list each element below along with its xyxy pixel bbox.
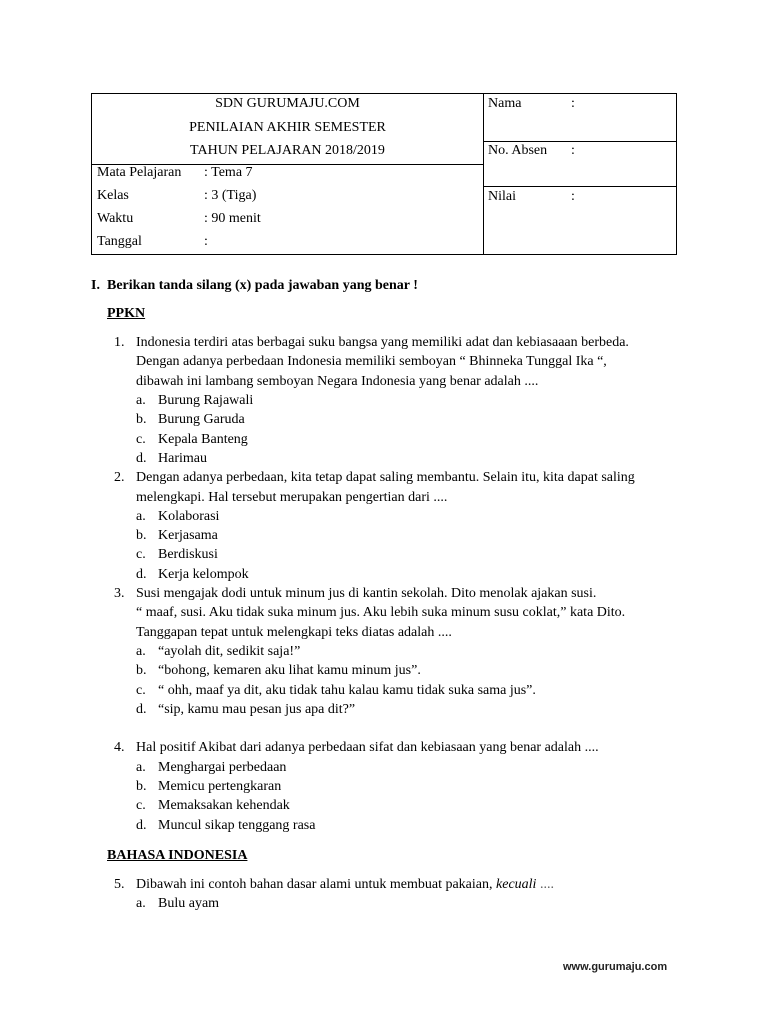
info-label: Kelas	[97, 188, 129, 203]
section-text: Berikan tanda silang (x) pada jawaban yang benar !	[107, 278, 418, 293]
subject-heading-bahasa: BAHASA INDONESIA	[107, 848, 248, 863]
option-text[interactable]: “ayolah dit, sedikit saja!”	[158, 644, 301, 659]
option-letter: a.	[136, 393, 146, 408]
info-label: Mata Pelajaran	[97, 165, 182, 180]
option-text[interactable]: Harimau	[158, 451, 207, 466]
option-text[interactable]: Burung Garuda	[158, 412, 245, 427]
option-text[interactable]: Menghargai perbedaan	[158, 760, 287, 775]
info-value: :	[204, 234, 208, 249]
question-text: Dengan adanya perbedaan Indonesia memiliki semboyan “ Bhinneka Tunggal Ika “,	[136, 354, 607, 369]
option-letter: b.	[136, 779, 147, 794]
option-letter: b.	[136, 663, 147, 678]
option-letter: d.	[136, 451, 147, 466]
field-label: No. Absen	[488, 143, 548, 158]
question-number: 2.	[114, 470, 125, 485]
option-letter: a.	[136, 760, 146, 775]
option-letter: d.	[136, 818, 147, 833]
option-letter: b.	[136, 412, 147, 427]
field-colon: :	[571, 189, 575, 204]
option-letter: a.	[136, 644, 146, 659]
option-text[interactable]: “ ohh, maaf ya dit, aku tidak tahu kalau kamu tidak suka sama jus”.	[158, 683, 536, 698]
option-text[interactable]: Burung Rajawali	[158, 393, 254, 408]
option-letter: d.	[136, 702, 147, 717]
option-letter: c.	[136, 432, 146, 447]
section-instruction	[91, 277, 418, 295]
footer-website[interactable]: www.gurumaju.com	[563, 961, 668, 973]
option-text[interactable]: Muncul sikap tenggang rasa	[158, 818, 316, 833]
option-text[interactable]: Memicu pertengkaran	[158, 779, 282, 794]
option-letter: b.	[136, 528, 147, 543]
section-number: I.	[91, 278, 100, 293]
option-text[interactable]: Bulu ayam	[158, 896, 220, 911]
question-text: Dengan adanya perbedaan, kita tetap dapat saling membantu. Selain itu, kita dapat saling	[136, 470, 635, 485]
question-number: 5.	[114, 877, 125, 892]
question-text	[136, 876, 554, 894]
option-text[interactable]: Kepala Banteng	[158, 432, 248, 447]
question-text: Indonesia terdiri atas berbagai suku bangsa yang memiliki adat dan kebiasaaan berbeda.	[136, 335, 629, 350]
question-number: 3.	[114, 586, 125, 601]
exam-name: PENILAIAN AKHIR SEMESTER	[189, 120, 386, 135]
option-text[interactable]: Memaksakan kehendak	[158, 798, 290, 813]
option-text[interactable]: Kerja kelompok	[158, 567, 249, 582]
field-absen[interactable]	[484, 142, 676, 187]
info-subject	[97, 164, 253, 182]
question-text-part: ....	[536, 877, 554, 892]
header-table	[91, 93, 677, 255]
option-text[interactable]: Kerjasama	[158, 528, 218, 543]
question-number: 4.	[114, 740, 125, 755]
header-title-block	[92, 94, 483, 165]
question-text: dibawah ini lambang semboyan Negara Indonesia yang benar adalah ....	[136, 374, 539, 389]
field-colon: :	[571, 143, 575, 158]
field-label: Nilai	[488, 189, 516, 204]
info-value: : 90 menit	[204, 211, 261, 226]
field-score[interactable]	[484, 187, 676, 254]
option-letter: c.	[136, 798, 146, 813]
question-text: “ maaf, susi. Aku tidak suka minum jus. Aku lebih suka minum susu coklat,” kata Dito.	[136, 605, 626, 620]
question-text: Tanggapan tepat untuk melengkapi teks diatas adalah ....	[136, 625, 452, 640]
info-date	[97, 233, 208, 251]
info-value: : Tema 7	[204, 165, 253, 180]
school-name: SDN GURUMAJU.COM	[215, 96, 360, 111]
option-text[interactable]: “sip, kamu mau pesan jus apa dit?”	[158, 702, 356, 717]
option-letter: c.	[136, 683, 146, 698]
question-text: Hal positif Akibat dari adanya perbedaan sifat dan kebiasaan yang benar adalah ....	[136, 740, 599, 755]
field-colon: :	[571, 96, 575, 111]
option-letter: c.	[136, 547, 146, 562]
option-text[interactable]: Kolaborasi	[158, 509, 220, 524]
info-label: Waktu	[97, 211, 134, 226]
field-name[interactable]	[484, 94, 676, 142]
header-left	[92, 94, 484, 254]
info-class	[97, 187, 256, 205]
question-text: melengkapi. Hal tersebut merupakan pengertian dari ....	[136, 490, 448, 505]
question-text: Susi mengajak dodi untuk minum jus di kantin sekolah. Dito menolak ajakan susi.	[136, 586, 597, 601]
info-time	[97, 210, 261, 228]
question-text-emphasis: kecuali	[496, 877, 537, 892]
option-letter: a.	[136, 896, 146, 911]
question-text-part: Dibawah ini contoh bahan dasar alami untuk membuat pakaian,	[136, 877, 497, 892]
header-right	[484, 94, 676, 254]
option-letter: a.	[136, 509, 146, 524]
info-value: : 3 (Tiga)	[204, 188, 257, 203]
option-text[interactable]: Berdiskusi	[158, 547, 218, 562]
academic-year: TAHUN PELAJARAN 2018/2019	[190, 143, 385, 158]
subject-heading-ppkn: PPKN	[107, 306, 146, 321]
question-number: 1.	[114, 335, 125, 350]
field-label: Nama	[488, 96, 522, 111]
option-text[interactable]: “bohong, kemaren aku lihat kamu minum jus”.	[158, 663, 421, 678]
option-letter: d.	[136, 567, 147, 582]
info-label: Tanggal	[97, 234, 142, 249]
